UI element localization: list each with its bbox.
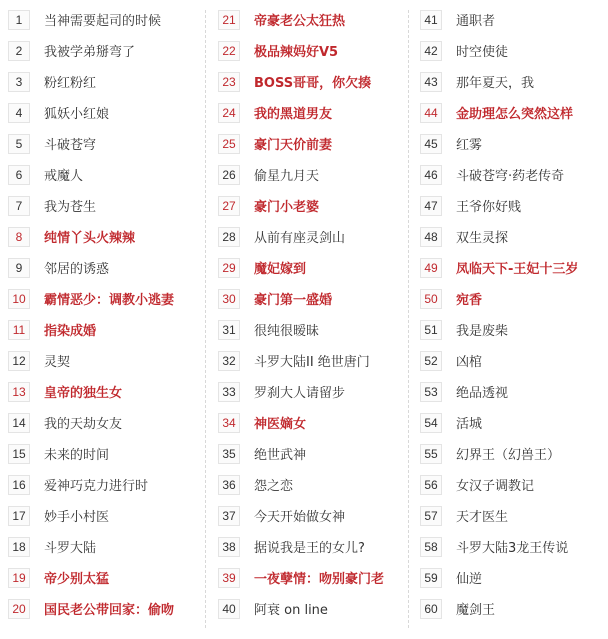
rank-number-badge: 42 [420, 41, 442, 61]
ranking-item[interactable] [8, 190, 208, 221]
rank-number-badge: 2 [8, 41, 30, 61]
ranking-item[interactable] [420, 469, 608, 500]
rank-number-badge: 4 [8, 103, 30, 123]
ranking-item[interactable] [420, 500, 608, 531]
comic-title-link[interactable]: 王爷你好贱 [456, 200, 522, 215]
comic-title-link[interactable]: 未来的时间 [44, 448, 110, 463]
comic-title-link[interactable]: 我的天劫女友 [44, 417, 123, 432]
comic-title-link[interactable]: 绝品透视 [456, 386, 509, 401]
comic-title-link[interactable]: 红雾 [456, 138, 483, 153]
rank-number-badge: 19 [8, 568, 30, 588]
ranking-item[interactable] [420, 376, 608, 407]
ranking-item[interactable] [218, 66, 418, 97]
ranking-item[interactable] [420, 66, 608, 97]
comic-title-link[interactable]: 那年夏天，我 [456, 76, 535, 91]
rank-number-badge: 13 [8, 382, 30, 402]
rank-number-badge: 44 [420, 103, 442, 123]
ranking-item[interactable] [420, 252, 608, 283]
ranking-item[interactable] [8, 562, 208, 593]
rank-number-badge: 48 [420, 227, 442, 247]
comic-title-link[interactable]: 罗刹大人请留步 [254, 386, 346, 401]
comic-title-link[interactable]: 双生灵探 [456, 231, 509, 246]
rank-number-badge: 50 [420, 289, 442, 309]
comic-title-link[interactable]: 粉红粉红 [44, 76, 97, 91]
comic-title-link[interactable]: 我为苍生 [44, 200, 97, 215]
rank-number-badge: 32 [218, 351, 240, 371]
ranking-item[interactable] [420, 190, 608, 221]
ranking-item[interactable] [8, 35, 208, 66]
rank-number-badge: 51 [420, 320, 442, 340]
ranking-item[interactable] [218, 345, 418, 376]
ranking-item[interactable] [8, 376, 208, 407]
comic-title-link[interactable]: 我的黑道男友 [254, 107, 333, 122]
ranking-item[interactable] [218, 562, 418, 593]
ranking-item[interactable] [420, 35, 608, 66]
rank-number-badge: 10 [8, 289, 30, 309]
ranking-item[interactable] [8, 500, 208, 531]
rank-number-badge: 38 [218, 537, 240, 557]
rank-number-badge: 17 [8, 506, 30, 526]
ranking-item[interactable] [420, 221, 608, 252]
ranking-item[interactable] [8, 4, 208, 35]
rank-number-badge: 60 [420, 599, 442, 619]
ranking-item[interactable] [218, 128, 418, 159]
rank-number-badge: 26 [218, 165, 240, 185]
comic-title-link[interactable]: 怨之恋 [254, 479, 294, 494]
comic-title-link[interactable]: 金助理怎么突然这样 [456, 107, 574, 122]
comic-title-link[interactable]: 通职者 [456, 14, 496, 29]
ranking-item[interactable] [8, 221, 208, 252]
rank-number-badge: 43 [420, 72, 442, 92]
rank-number-badge: 47 [420, 196, 442, 216]
rank-number-badge: 35 [218, 444, 240, 464]
rank-number-badge: 59 [420, 568, 442, 588]
comic-title-link[interactable]: 灵契 [44, 355, 71, 370]
comic-title-link[interactable]: 从前有座灵剑山 [254, 231, 346, 246]
ranking-item[interactable] [218, 4, 418, 35]
rank-number-badge: 54 [420, 413, 442, 433]
ranking-item[interactable] [218, 252, 418, 283]
comic-title-link[interactable]: 霸情恶少：调教小逃妻 [44, 293, 175, 308]
comic-title-link[interactable]: 斗罗大陆II 绝世唐门 [254, 355, 370, 370]
comic-title-link[interactable]: 国民老公带回家：偷吻 [44, 603, 175, 618]
comic-title-link[interactable]: 天才医生 [456, 510, 509, 525]
ranking-item[interactable] [218, 407, 418, 438]
column-divider [408, 10, 409, 628]
rank-number-badge: 1 [8, 10, 30, 30]
ranking-list [218, 4, 418, 624]
comic-title-link[interactable]: 阿衰 on line [254, 603, 328, 618]
ranking-item[interactable] [420, 159, 608, 190]
rank-number-badge: 30 [218, 289, 240, 309]
comic-title-link[interactable]: 宛香 [456, 293, 483, 308]
rank-number-badge: 24 [218, 103, 240, 123]
comic-title-link[interactable]: 今天开始做女神 [254, 510, 346, 525]
comic-title-link[interactable]: BOSS哥哥，你欠揍 [254, 76, 372, 91]
ranking-board [0, 4, 608, 634]
rank-number-badge: 23 [218, 72, 240, 92]
rank-number-badge: 52 [420, 351, 442, 371]
comic-title-link[interactable]: 指染成婚 [44, 324, 97, 339]
column-divider [205, 10, 206, 628]
comic-title-link[interactable]: 凤临天下-王妃十三岁 [456, 262, 579, 277]
ranking-item[interactable] [8, 438, 208, 469]
rank-number-badge: 18 [8, 537, 30, 557]
comic-title-link[interactable]: 魔剑王 [456, 603, 496, 618]
ranking-item[interactable] [8, 469, 208, 500]
rank-number-badge: 36 [218, 475, 240, 495]
rank-number-badge: 56 [420, 475, 442, 495]
ranking-item[interactable] [8, 128, 208, 159]
rank-number-badge: 28 [218, 227, 240, 247]
comic-title-link[interactable]: 豪门天价前妻 [254, 138, 333, 153]
rank-number-badge: 25 [218, 134, 240, 154]
comic-title-link[interactable]: 我被学弟掰弯了 [44, 45, 136, 60]
comic-title-link[interactable]: 一夜孽情：吻别豪门老 [254, 572, 385, 587]
ranking-item[interactable] [218, 438, 418, 469]
rank-number-badge: 46 [420, 165, 442, 185]
ranking-item[interactable] [420, 531, 608, 562]
ranking-item[interactable] [218, 283, 418, 314]
ranking-item[interactable] [218, 314, 418, 345]
ranking-list [8, 4, 208, 624]
ranking-item[interactable] [218, 469, 418, 500]
ranking-item[interactable] [8, 283, 208, 314]
rank-number-badge: 20 [8, 599, 30, 619]
ranking-item[interactable] [218, 35, 418, 66]
comic-title-link[interactable]: 很纯很暧昧 [254, 324, 320, 339]
rank-number-badge: 29 [218, 258, 240, 278]
rank-number-badge: 7 [8, 196, 30, 216]
rank-number-badge: 15 [8, 444, 30, 464]
ranking-item[interactable] [8, 97, 208, 128]
rank-number-badge: 53 [420, 382, 442, 402]
rank-number-badge: 14 [8, 413, 30, 433]
rank-number-badge: 45 [420, 134, 442, 154]
comic-title-link[interactable]: 偷星九月天 [254, 169, 320, 184]
comic-title-link[interactable]: 戒魔人 [44, 169, 84, 184]
comic-title-link[interactable]: 帝豪老公太狂热 [254, 14, 346, 29]
ranking-item[interactable] [8, 407, 208, 438]
comic-title-link[interactable]: 时空使徒 [456, 45, 509, 60]
comic-title-link[interactable]: 斗罗大陆3龙王传说 [456, 541, 569, 556]
ranking-item[interactable] [218, 159, 418, 190]
rank-number-badge: 34 [218, 413, 240, 433]
ranking-item[interactable] [420, 407, 608, 438]
ranking-item[interactable] [420, 128, 608, 159]
rank-number-badge: 3 [8, 72, 30, 92]
comic-title-link[interactable]: 斗破苍穹 [44, 138, 97, 153]
comic-title-link[interactable]: 纯情丫头火辣辣 [44, 231, 136, 246]
ranking-item[interactable] [8, 531, 208, 562]
comic-title-link[interactable]: 皇帝的独生女 [44, 386, 123, 401]
rank-number-badge: 22 [218, 41, 240, 61]
rank-number-badge: 9 [8, 258, 30, 278]
ranking-item[interactable] [8, 252, 208, 283]
rank-number-badge: 39 [218, 568, 240, 588]
rank-number-badge: 31 [218, 320, 240, 340]
comic-title-link[interactable]: 仙逆 [456, 572, 483, 587]
comic-title-link[interactable]: 当神需要起司的时候 [44, 14, 162, 29]
ranking-item[interactable] [8, 314, 208, 345]
comic-title-link[interactable]: 斗破苍穹·药老传奇 [456, 169, 565, 184]
rank-number-badge: 49 [420, 258, 442, 278]
comic-title-link[interactable]: 我是废柴 [456, 324, 509, 339]
rank-number-badge: 41 [420, 10, 442, 30]
comic-title-link[interactable]: 妙手小村医 [44, 510, 110, 525]
comic-title-link[interactable]: 极品辣妈好V5 [254, 45, 339, 60]
comic-title-link[interactable]: 活城 [456, 417, 483, 432]
ranking-item[interactable] [420, 283, 608, 314]
comic-title-link[interactable]: 幻界王（幻兽王） [456, 448, 561, 463]
ranking-item[interactable] [420, 345, 608, 376]
ranking-item[interactable] [8, 593, 208, 624]
ranking-item[interactable] [8, 66, 208, 97]
comic-title-link[interactable]: 据说我是王的女儿? [254, 541, 365, 556]
ranking-item[interactable] [218, 190, 418, 221]
comic-title-link[interactable]: 绝世武神 [254, 448, 307, 463]
rank-number-badge: 21 [218, 10, 240, 30]
ranking-list [420, 4, 608, 624]
rank-number-badge: 11 [8, 320, 30, 340]
rank-number-badge: 5 [8, 134, 30, 154]
comic-title-link[interactable]: 斗罗大陆 [44, 541, 97, 556]
ranking-column-3 [420, 4, 608, 624]
ranking-item[interactable] [8, 345, 208, 376]
comic-title-link[interactable]: 豪门第一盛婚 [254, 293, 333, 308]
comic-title-link[interactable]: 女汉子调教记 [456, 479, 535, 494]
ranking-column-2 [218, 4, 418, 624]
ranking-item[interactable] [8, 159, 208, 190]
comic-title-link[interactable]: 狐妖小红娘 [44, 107, 110, 122]
comic-title-link[interactable]: 帝少别太猛 [44, 572, 110, 587]
ranking-item[interactable] [420, 438, 608, 469]
rank-number-badge: 55 [420, 444, 442, 464]
rank-number-badge: 8 [8, 227, 30, 247]
rank-number-badge: 27 [218, 196, 240, 216]
ranking-item[interactable] [420, 593, 608, 624]
ranking-column-1 [8, 4, 208, 624]
comic-title-link[interactable]: 邻居的诱惑 [44, 262, 110, 277]
ranking-item[interactable] [218, 97, 418, 128]
ranking-item[interactable] [218, 221, 418, 252]
comic-title-link[interactable]: 凶棺 [456, 355, 483, 370]
ranking-item[interactable] [420, 4, 608, 35]
rank-number-badge: 58 [420, 537, 442, 557]
rank-number-badge: 16 [8, 475, 30, 495]
rank-number-badge: 33 [218, 382, 240, 402]
rank-number-badge: 37 [218, 506, 240, 526]
ranking-item[interactable] [218, 500, 418, 531]
ranking-item[interactable] [420, 97, 608, 128]
ranking-item[interactable] [218, 376, 418, 407]
ranking-item[interactable] [420, 562, 608, 593]
rank-number-badge: 6 [8, 165, 30, 185]
ranking-item[interactable] [218, 593, 418, 624]
comic-title-link[interactable]: 魔妃嫁到 [254, 262, 307, 277]
comic-title-link[interactable]: 豪门小老婆 [254, 200, 320, 215]
comic-title-link[interactable]: 神医嫡女 [254, 417, 307, 432]
rank-number-badge: 57 [420, 506, 442, 526]
ranking-item[interactable] [218, 531, 418, 562]
rank-number-badge: 12 [8, 351, 30, 371]
comic-title-link[interactable]: 爱神巧克力进行时 [44, 479, 149, 494]
ranking-item[interactable] [420, 314, 608, 345]
rank-number-badge: 40 [218, 599, 240, 619]
